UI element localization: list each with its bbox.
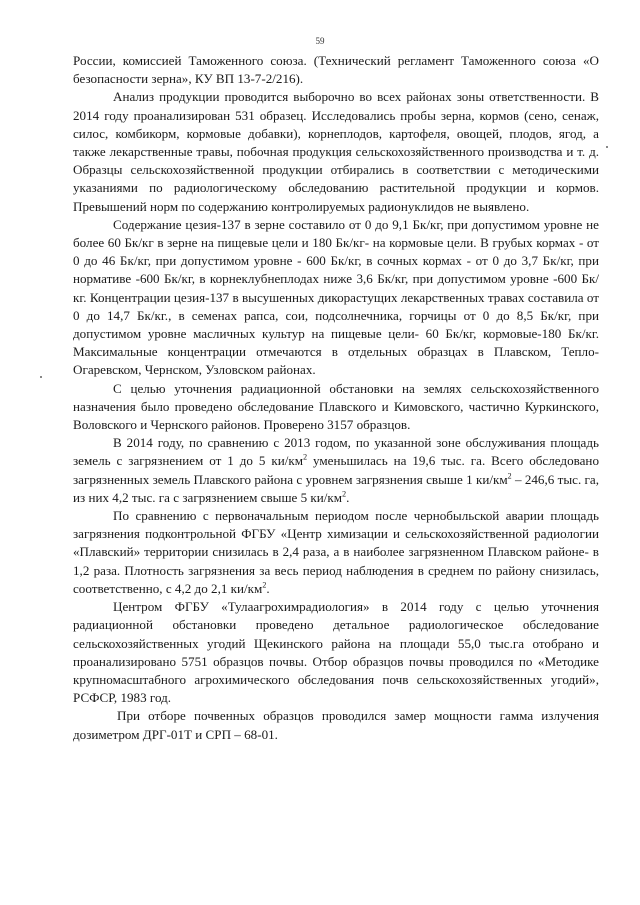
superscript: 2 [262,580,267,590]
paragraph [73,434,599,507]
paragraph-text: – 246,6 тыс. га, из них 4,2 тыс. га с загрязнением свыше 5 ки/км [73,471,599,505]
scan-speck [40,376,42,378]
page-number: 59 [315,36,325,46]
document-body [73,52,599,744]
paragraph: Центром ФГБУ «Тулаагрохимрадиология» в 2014 году с целью уточнения радиационной обстановки проведено детальное радиологическое обследование сельскохозяйственных угодий Щекинского района на площади 55,0 тыс.га отобрано и проанализировано 5751 образцов почвы. Отбор образцов почвы проводился по «Методике крупномасштабного агрохимического обследования почв сельскохозяйственных угодий», РСФСР, 1983 год. [73,599,599,706]
paragraph-text: В 2014 году, по сравнению с 2013 годом, по указанной зоне обслуживания площадь земель с загрязнением от 1 до 5 ки/км [73,435,599,469]
superscript: 2 [507,471,512,481]
paragraph: Анализ продукции проводится выборочно во всех районах зоны ответственности. В 2014 году проанализирован 531 образец. Исследовались пробы зерна, кормов (сено, сенаж, силос, комбикорм, кормовые добавки), корнеплодов, картофеля, овощей, плодов, ягод, а также лекарственные травы, побочная продукция сельскохозяйственного производства и т. д. Образцы сельскохозяйственной продукции отбирались в соответствии с методическими указаниями по радиологическому обследованию растительной продукции и кормов. Превышений норм по содержанию контролируемых радионуклидов не выявлено. [73,89,599,214]
scan-speck [606,146,608,148]
paragraph: Содержание цезия-137 в зерне составило от 0 до 9,1 Бк/кг, при допустимом уровне не более 60 Бк/кг в зерне на пищевые цели и 180 Бк/кг- на кормовые цели. В грубых кормах - от 0 до 46 Бк/кг, при допустимом уровне - 600 Бк/кг, в сочных кормах - от 0 до 3,7 Бк/кг, при нормативе -600 Бк/кг, в корнеклубнеплодах ниже 3,6 Бк/кг, при допустимом уровне -600 Бк/кг. Концентрации цезия-137 в высушенных дикорастущих лекарственных травах составила от 0 до 14,7 Бк/кг., в семенах рапса, сои, подсолнечника, горчицы от 0 до 8,5 Бк/кг, при допустимом уровне масличных культур на пищевые цели- 60 Бк/кг, кормовые-180 Бк/кг. Максимальные концентрации отмечаются в отдельных образцах в Плавском, Тепло-Огаревском, Чернском, Узловском районах. [73,216,599,378]
paragraph-text: уменьшилась на 19,6 тыс. га. Всего обследовано загрязненных земель Плавского района с уровнем загрязнения свыше 1 ки/км [73,453,599,487]
paragraph-text: . [346,489,350,505]
paragraph: При отборе почвенных образцов проводился замер мощности гамма излучения дозиметром ДРГ-01Т и СРП – 68-01. [73,708,599,742]
paragraph-text: По сравнению с первоначальным периодом после чернобыльской аварии площадь загрязнения подконтрольной ФГБУ «Центр химизации и сельскохозяйственной радиологии «Плавский» территории снизилась в 2,4 раза, а в наиболее загрязненном Плавском районе- в 1,2 раза. Плотность загрязнения за весь период наблюдения в среднем по району снизилась, соответственно, с 4,2 до 2,1 ки/км [73,508,599,596]
superscript: 2 [342,489,347,499]
paragraph: С целью уточнения радиационной обстановки на землях сельскохозяйственного назначения было проведено обследование Плавского и Кимовского, частично Куркинского, Воловского и Чернского районов. Проверено 3157 образцов. [73,380,599,433]
paragraph-text: . [266,580,270,596]
paragraph [73,507,599,598]
superscript: 2 [303,453,308,463]
paragraph: России, комиссией Таможенного союза. (Технический регламент Таможенного союза «О безопасности зерна», КУ ВП 13-7-2/216). [73,53,599,87]
